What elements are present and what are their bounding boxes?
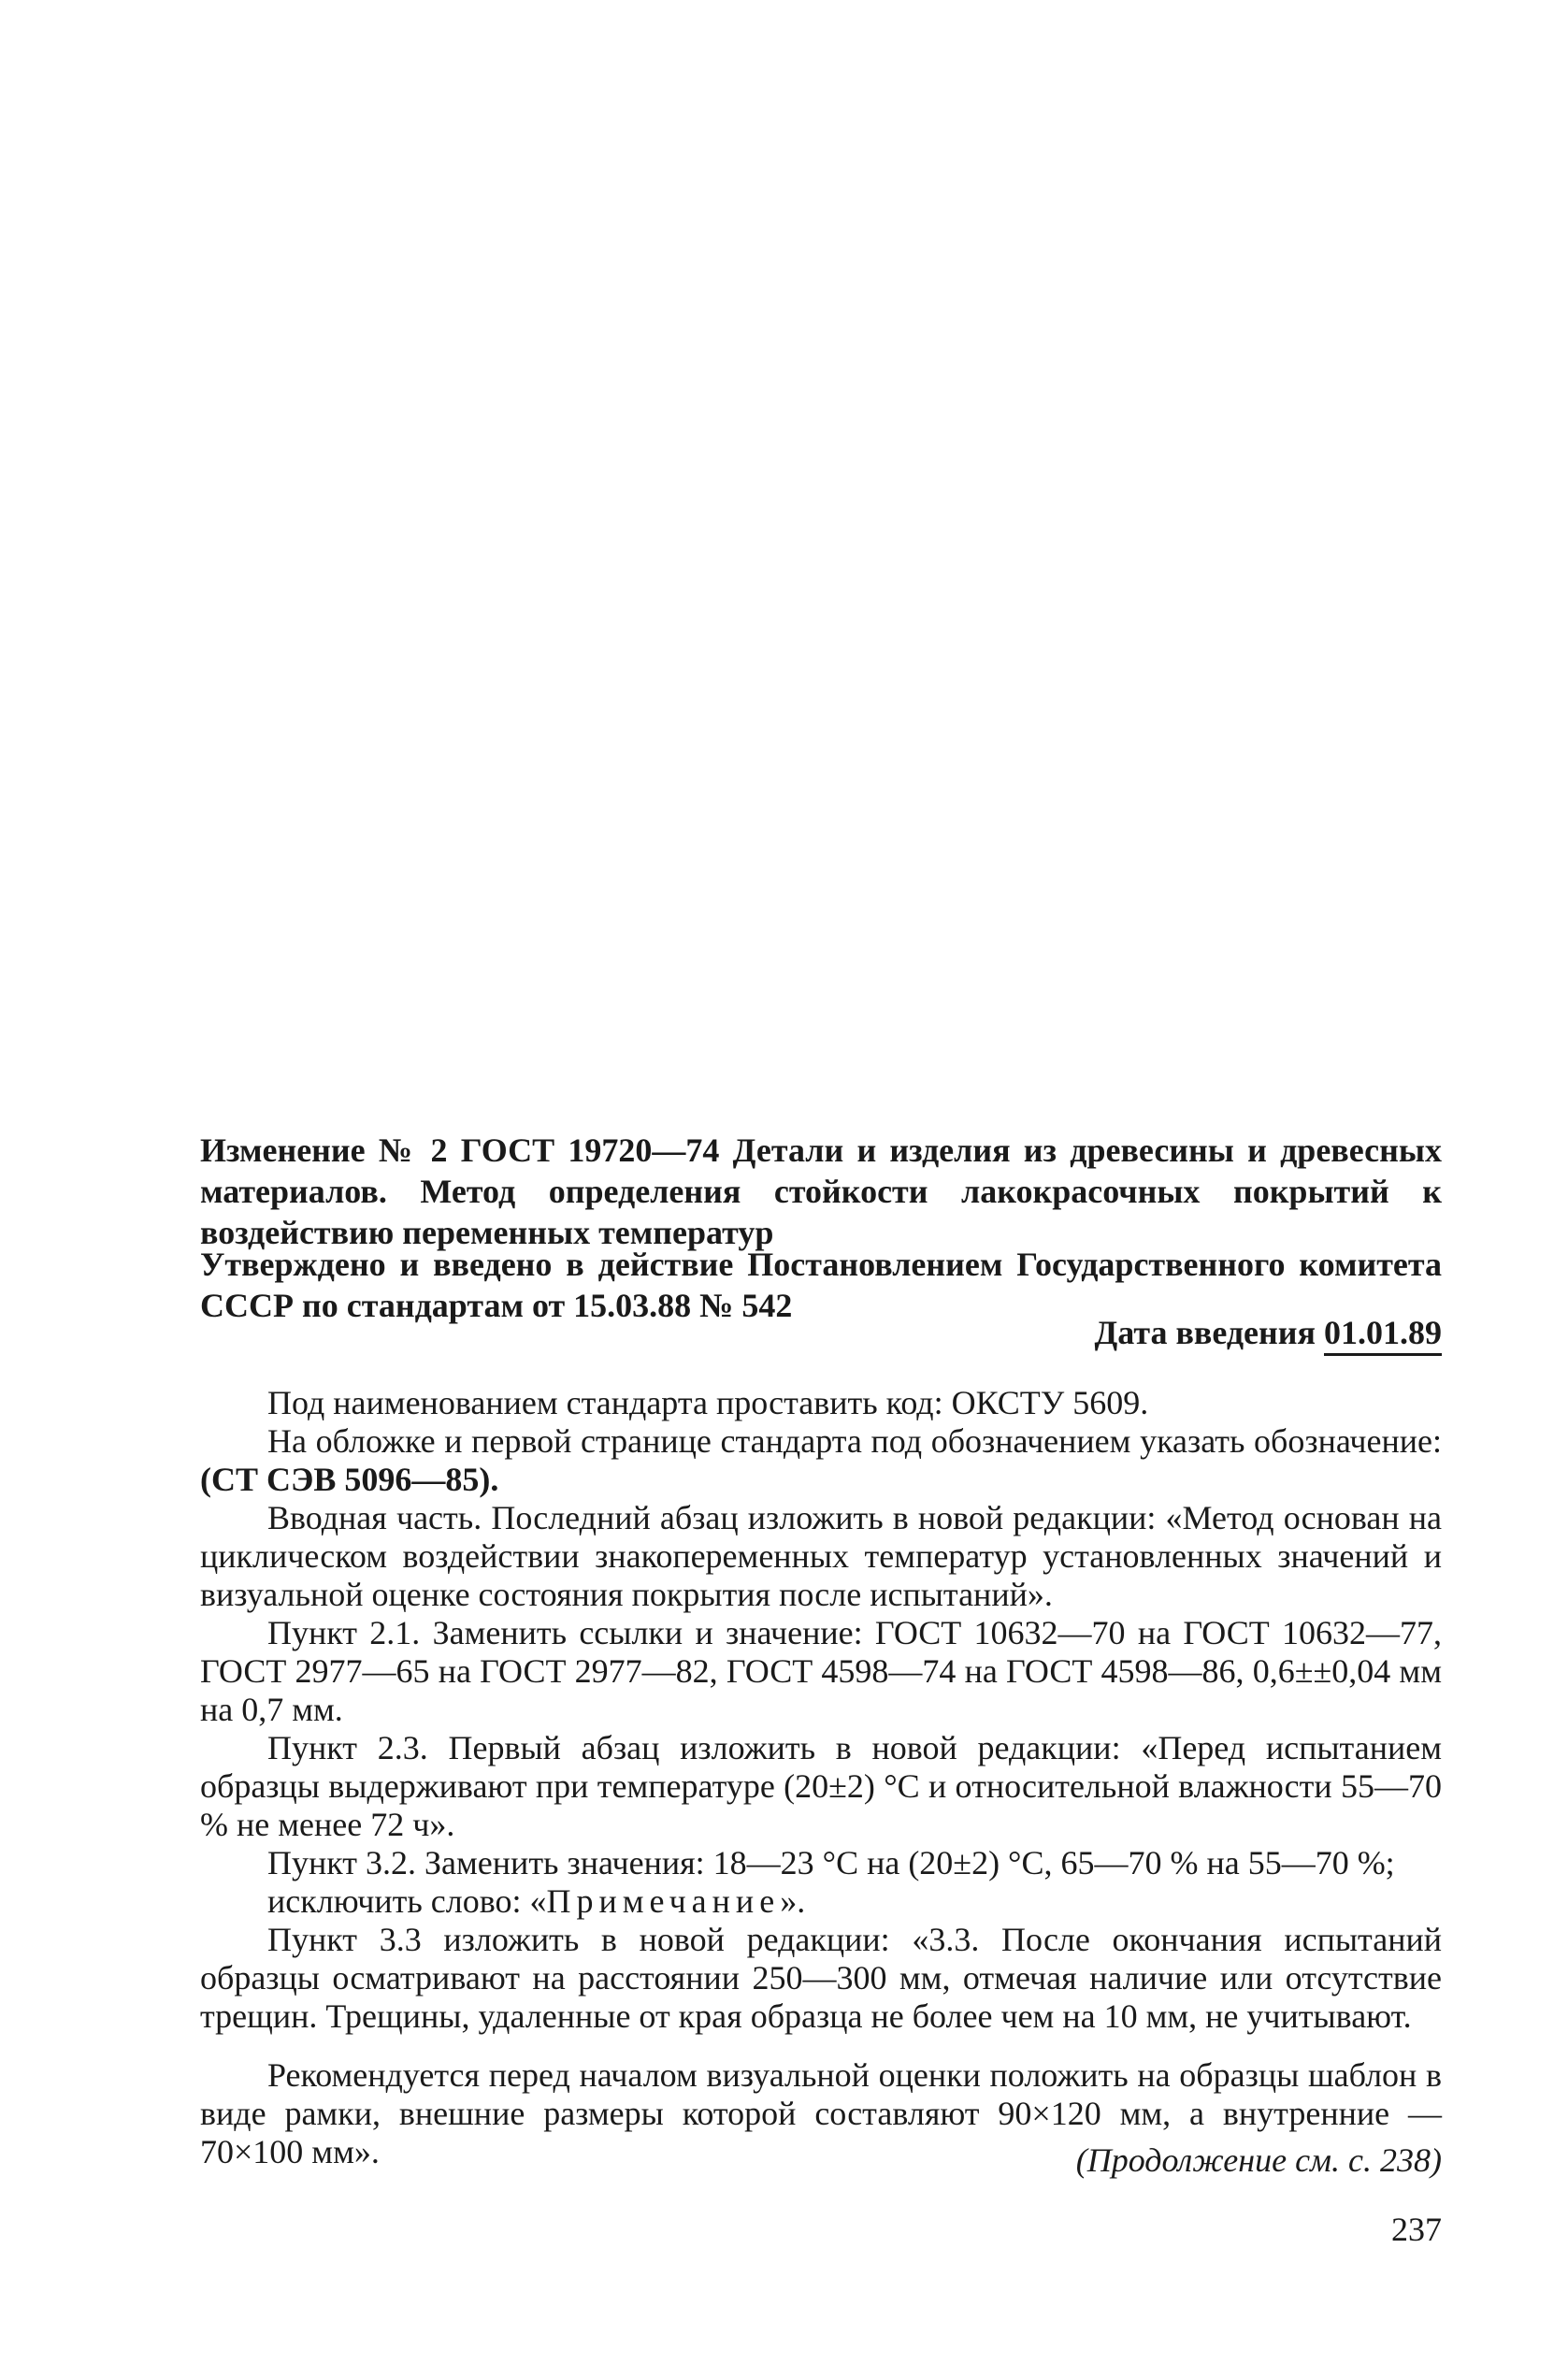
paragraph-recommendation: Рекомендуется перед началом визуальной оценки положить на образцы шаблон в виде рамки, внешние размеры которой составляют 90×120 мм, а внутренние — 70×100 мм». [200,2056,1442,2170]
amendment-heading: Изменение № 2 ГОСТ 19720—74 Детали и изделия из древесины и древесных материалов. Метод определения стойкости лакокрасочных покрытий к воздействию переменных температур [200,1132,1442,1251]
introduction-date [1095,1311,1443,1354]
paragraph-clause-2-3: Пункт 2.3. Первый абзац изложить в новой редакции: «Перед испытанием образцы выдерживают при температуре (20±2) °С и относительной влажности 55—70 % не менее 72 ч». [200,1729,1442,1843]
paragraph-clause-2-1: Пункт 2.1. Заменить ссылки и значение: ГОСТ 10632—70 на ГОСТ 10632—77, ГОСТ 2977—65 на ГОСТ 2977—82, ГОСТ 4598—74 на ГОСТ 4598—86, 0,6±±0,04 мм на 0,7 мм. [200,1614,1442,1728]
paragraph-exclude-note: исключить слово: «Примечание». [267,1882,806,1920]
page-number: 237 [1391,2211,1442,2248]
introduction-date-label: Дата введения [1094,1314,1316,1351]
paragraph-clause-3-3: Пункт 3.3 изложить в новой редакции: «3.3. После окончания испытаний образцы осматривают на расстоянии 250—300 мм, отмечая наличие или отсутствие трещин. Трещины, удаленные от края образца не более чем на 10 мм, не учитывают. [200,1921,1442,2035]
paragraph-cover: На обложке и первой странице стандарта под обозначением указать обозначение: (СТ СЭВ 5096—85). [200,1422,1442,1498]
introduction-date-value: 01.01.89 [1324,1314,1442,1356]
approval-statement: Утверждено и введено в действие Постановлением Государственного комитета СССР по стандартам от 15.03.88 № 542 [200,1246,1442,1324]
continuation-note: (Продолжение см. с. 238) [1075,2141,1442,2179]
paragraph-okstu: Под наименованием стандарта проставить код: ОКСТУ 5609. [267,1384,1149,1421]
amendment-body [200,1384,1442,2171]
paragraph-introductory-part: Вводная часть. Последний абзац изложить в новой редакции: «Метод основан на циклическом воздействии знакопеременных температур установленных значений и визуальной оценке состояния покрытия после испытаний». [200,1499,1442,1613]
paragraph-clause-3-2: Пункт 3.2. Заменить значения: 18—23 °С на (20±2) °С, 65—70 % на 55—70 %; [267,1844,1395,1881]
